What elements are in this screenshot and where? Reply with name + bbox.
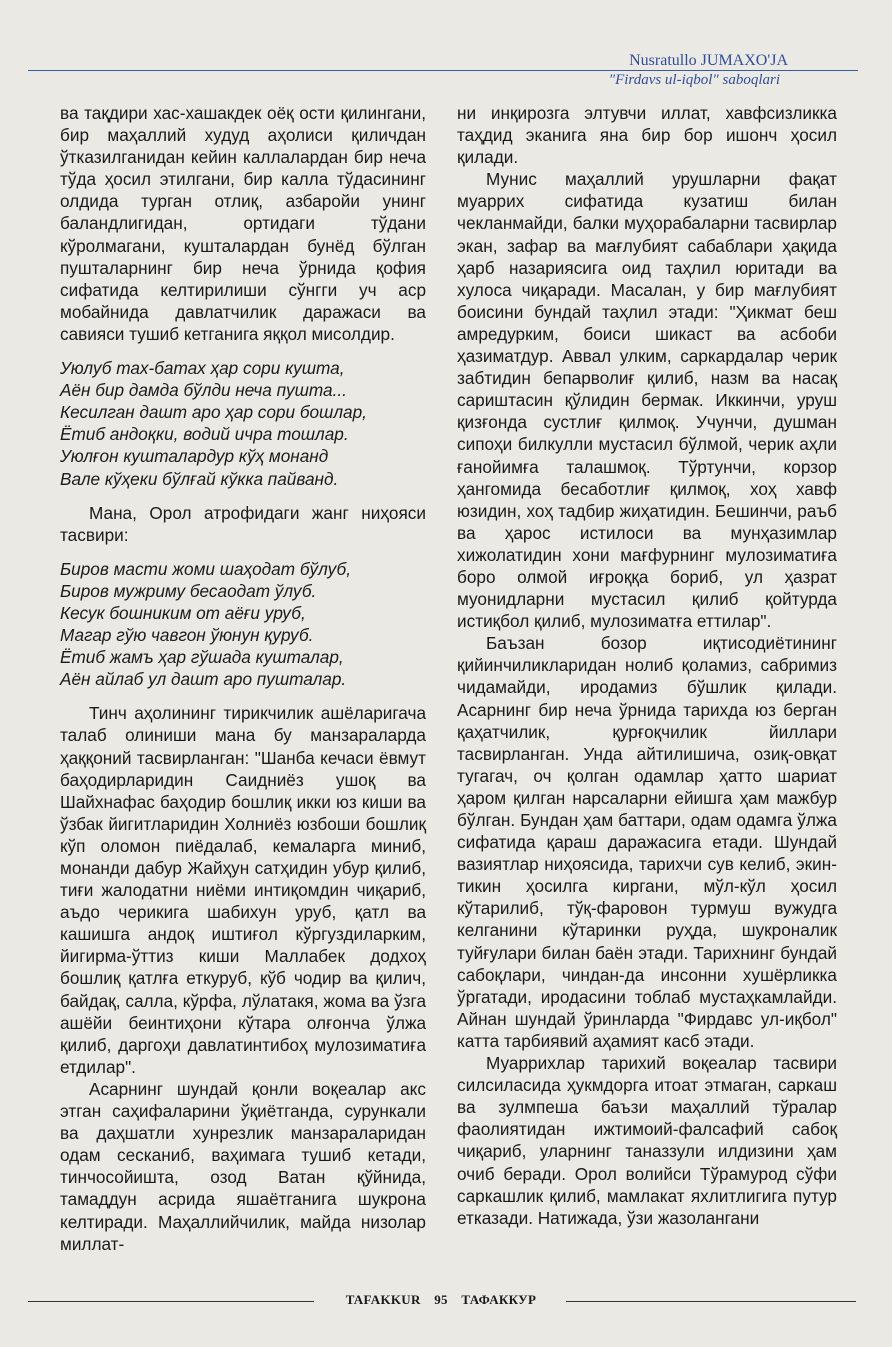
poem-verse [60,558,426,691]
poem-verse [60,357,426,490]
verse-line: Уюлғон кушталардур кўҳ монанд [60,446,329,467]
verse-line: Биров масти жоми шаҳодат бўлуб, [60,558,352,579]
paragraph: Муаррихлар тарихий воқеалар тасвири силсиласида ҳукмдорга итоат этмаган, саркаш ва зулмпеша баъзи маҳаллий тўралар фаолиятидан ижтимоий-фалсафий сабоқ чиқариб, уларнинг таназзули илдизини ҳам очиб беради. Орол волийси Тўрамурод сўфи саркашлик қилиб, мамлакат яхлитлигига путур етказади. Натижада, ўзи жазолангани [457,1053,837,1228]
verse-line: Ётиб андоқки, водий ичра тошлар. [60,424,349,445]
verse-line: Ётиб жамъ ҳар гўшада кушталар, [60,647,344,668]
left-column [60,102,426,1255]
header-subtitle: "Firdavs ul-iqbol" saboqlari [608,72,780,88]
page-number: 95 [434,1292,448,1307]
verse-line: Аён айлаб ул дашт аро пушталар. [60,669,347,690]
paragraph: Тинч аҳолининг тирикчилик ашёларигача талаб олиниши мана бу манзараларда ҳаққоний тасвирланган: "Шанба кечаси ёвмут баҳодирларидин Саидниёз ушоқ ва Шайхнафас баҳодир бошлиқ икки юз киши ва ўзбак йигитларидин Холниёз юзбоши бошлиқ кўп оломон пиёдалаб, кемаларга миниб, монанди дабур Жайҳун сатҳидин убур қилиб, тиғи жалодатни ниёми интиқомдин чиқариб, аъдо черикига шабихун уруб, қатл ва кашишга андоқ иштиғол кўргуздиларким, йигирма-ўттиз киши Маллабек додхоҳ бошлиқ қатлға еткуруб, кўб чодир ва қилич, байдақ, салла, кўрфа, лўлатакя, жома ва ўзга ашёйи беинтиҳони кўтара олғонча ўлжа қилиб, даргоҳи давлатинтибоҳ мулозиматиға етдилар". [60,703,426,1077]
footer-journal-cyrillic: ТАФАККУР [461,1292,537,1307]
running-footer [0,1291,892,1311]
footer-rule-left [28,1301,314,1302]
footer-journal-latin: TAFAKKUR [345,1292,421,1307]
paragraph: ни инқирозга элтувчи иллат, хавфсизликка таҳдид эканига яна бир бор ишонч ҳосил қилади. [457,103,837,168]
verse-line: Кесилган дашт аро ҳар сори бошлар, [60,402,367,423]
footer-text [316,1292,566,1308]
verse-line: Кесук бошниким от аёғи уруб, [60,602,306,623]
verse-line: Биров мужриму бесаодат ўлуб. [60,580,317,601]
verse-line: Аён бир дамда бўлди неча пушта... [60,380,347,401]
header-author: Nusratullo JUMAXO'JA [629,52,788,69]
paragraph: Мунис маҳаллий урушларни фақат муаррих сифатида кузатиш билан чекланмайди, балки муҳорабаларни тасвирлар экан, зафар ва мағлубият сабаблари ҳақида ҳарб назариясига оид таҳлил юритади ва хулоса чиқаради. Масалан, у бир мағлубият боисини бундай таҳлил этади: "Ҳикмат беш амредурким, боиси шикаст ва асбоби ҳазиматдур. Аввал улким, саркардалар черик забтидин бепарволиғ қилиб, назм ва насақ сариштасин қўлидин бермак. Иккинчи, уруш қизғонда сустлиғ қилмоқ. Учунчи, душман сипоҳи билкулли мустасил бўлмой, черик аҳли ғанойимға талашмоқ. Тўртунчи, корзор ҳангомида бесаботлиғ қилмоқ, хоҳ хавф юзидин, хоҳ тадбир жиҳатидин. Бешинчи, раъб ва ҳарос истилоси ва мунҳазимлар хижолатидин хони мағфурнинг мулозиматиға боро олмой иғроққа бориб, ул ҳазрат муонидларни мустасил қилиб қойтурда истиқбол қилиб, мулозиматға еттилар". [457,169,837,632]
paragraph: ва тақдири хас-хашакдек оёқ ости қилингани, бир маҳаллий худуд аҳолиси қиличдан ўтказилганидан кейин каллалардан бир неча тўда ҳосил этилгани, бир калла тўдасининг олдида турган отлиқ, азбаройи унинг баландлигидан, ортидаги тўдани кўролмагани, кушталардан бунёд бўлган пушталарнинг бир неча ўрнида қофия сифатида келтирилиши сўнгги уч аср мобайнида давлатчилик даражаси ва савияси тушиб кетганига яққол мисолдир. [60,103,426,344]
header-rule [28,70,858,71]
verse-line: Уюлуб тах-батах ҳар сори кушта, [60,358,345,379]
verse-line: Вале кўҳеки бўлғай кўкка пайванд. [60,468,339,489]
running-header [0,52,892,96]
verse-line: Магар гўю чавгон ўюнун қуруб. [60,625,314,646]
footer-rule-right [566,1301,856,1302]
paragraph: Баъзан бозор иқтисодиётининг қийинчиликларидан нолиб қоламиз, сабримиз чидамайди, иродамиз бўшлик қилади. Асарнинг бир неча ўрнида тарихда юз берган қаҳатчилик, қурғоқчилик йиллари тасвирланган. Унда айтилишича, озиқ-овқат тугагач, оч қолган одамлар ҳатто шариат ҳаром қилган нарсаларни ейишга ҳам мажбур бўлган. Бундан ҳам баттари, одам одамга ўлжа сифатида қараш даражасига етади. Шундай вазиятлар ниҳоясида, тарихчи сув келиб, экин-тикин ҳосилга киргани, мўл-кўл ҳосил кўтарилиб, тўқ-фаровон турмуш вужудга келганини кўтаринки руҳда, шукроналик туйғулари билан баён этади. Тарихнинг бундай сабоқлари, чиндан-да инсонни хушёрликка ўргатади, иродасини тоблаб мустаҳкамлайди. Айнан шундай ўринларда "Фирдавс ул-иқбол" катта тарбиявий аҳамият касб этади. [457,633,837,1051]
paragraph: Мана, Орол атрофидаги жанг ниҳояси тасвири: [60,502,426,545]
right-column [457,102,837,1229]
paragraph: Асарнинг шундай қонли воқеалар акс этган саҳифаларини ўқиётганда, сурункали ва даҳшатли хунрезлик манзараларидан одам сесканиб, ваҳимага тушиб кетади, тинчосойишта, озод Ватан қўйнида, тамаддун асрида яшаётганига шукрона келтиради. Маҳаллийчилик, майда низолар миллат- [60,1078,426,1254]
